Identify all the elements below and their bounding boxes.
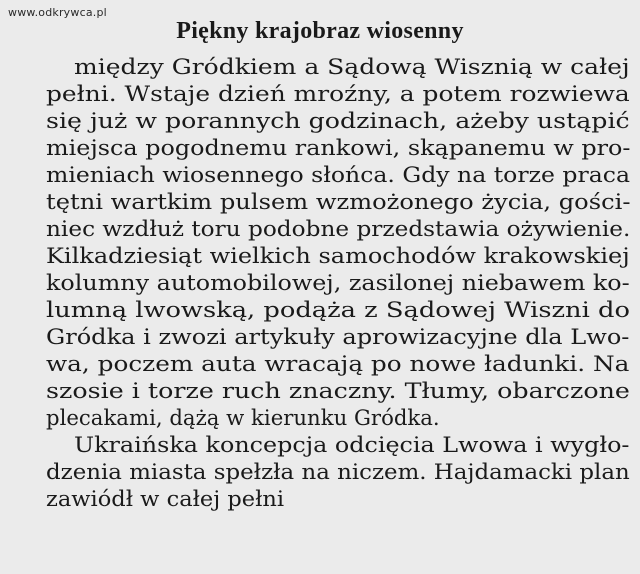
article-line: szosie i torze ruch znaczny. Tłumy, obarczone <box>46 379 630 403</box>
article-line: plecakami, dążą w kierunku Gródka. <box>46 406 440 430</box>
article-line: wa, poczem auta wracają po nowe ładunki. Na <box>46 352 630 376</box>
article-line: pełni. Wstaje dzień mroźny, a potem rozwiewa <box>46 82 630 106</box>
article-title: Piękny krajobraz wiosenny <box>176 18 464 44</box>
article-line: miejsca pogodnemu rankowi, skąpanemu w pro- <box>46 136 631 160</box>
article-line: lumną lwowską, podąża z Sądowej Wiszni do <box>46 298 630 322</box>
article-line: Ukraińska koncepcja odcięcia Lwowa i wygło- <box>74 433 630 457</box>
article-line: mieniach wiosennego słońca. Gdy na torze praca <box>46 163 630 187</box>
article-line: Kilkadziesiąt wielkich samochodów krakowskiej <box>46 244 630 268</box>
article-line: zawiódł w całej pełni <box>46 487 285 511</box>
article-line: niec wzdłuż toru podobne przedstawia ożywienie. <box>46 217 631 241</box>
article-line: kolumny automobilowej, zasilonej niebawem ko- <box>46 271 630 295</box>
article-line: dzenia miasta spełzła na niczem. Hajdamacki plan <box>46 460 630 484</box>
article-line: między Gródkiem a Sądową Wisznią w całej <box>74 55 630 79</box>
article-line: tętni wartkim pulsem wzmożonego życia, gości- <box>46 190 631 214</box>
article-line: się już w porannych godzinach, ażeby ustąpić <box>46 109 630 133</box>
article-line: Gródka i zwozi artykuły aprowizacyjne dla Lwo- <box>46 325 630 349</box>
watermark-url: www.odkrywca.pl <box>8 6 107 19</box>
